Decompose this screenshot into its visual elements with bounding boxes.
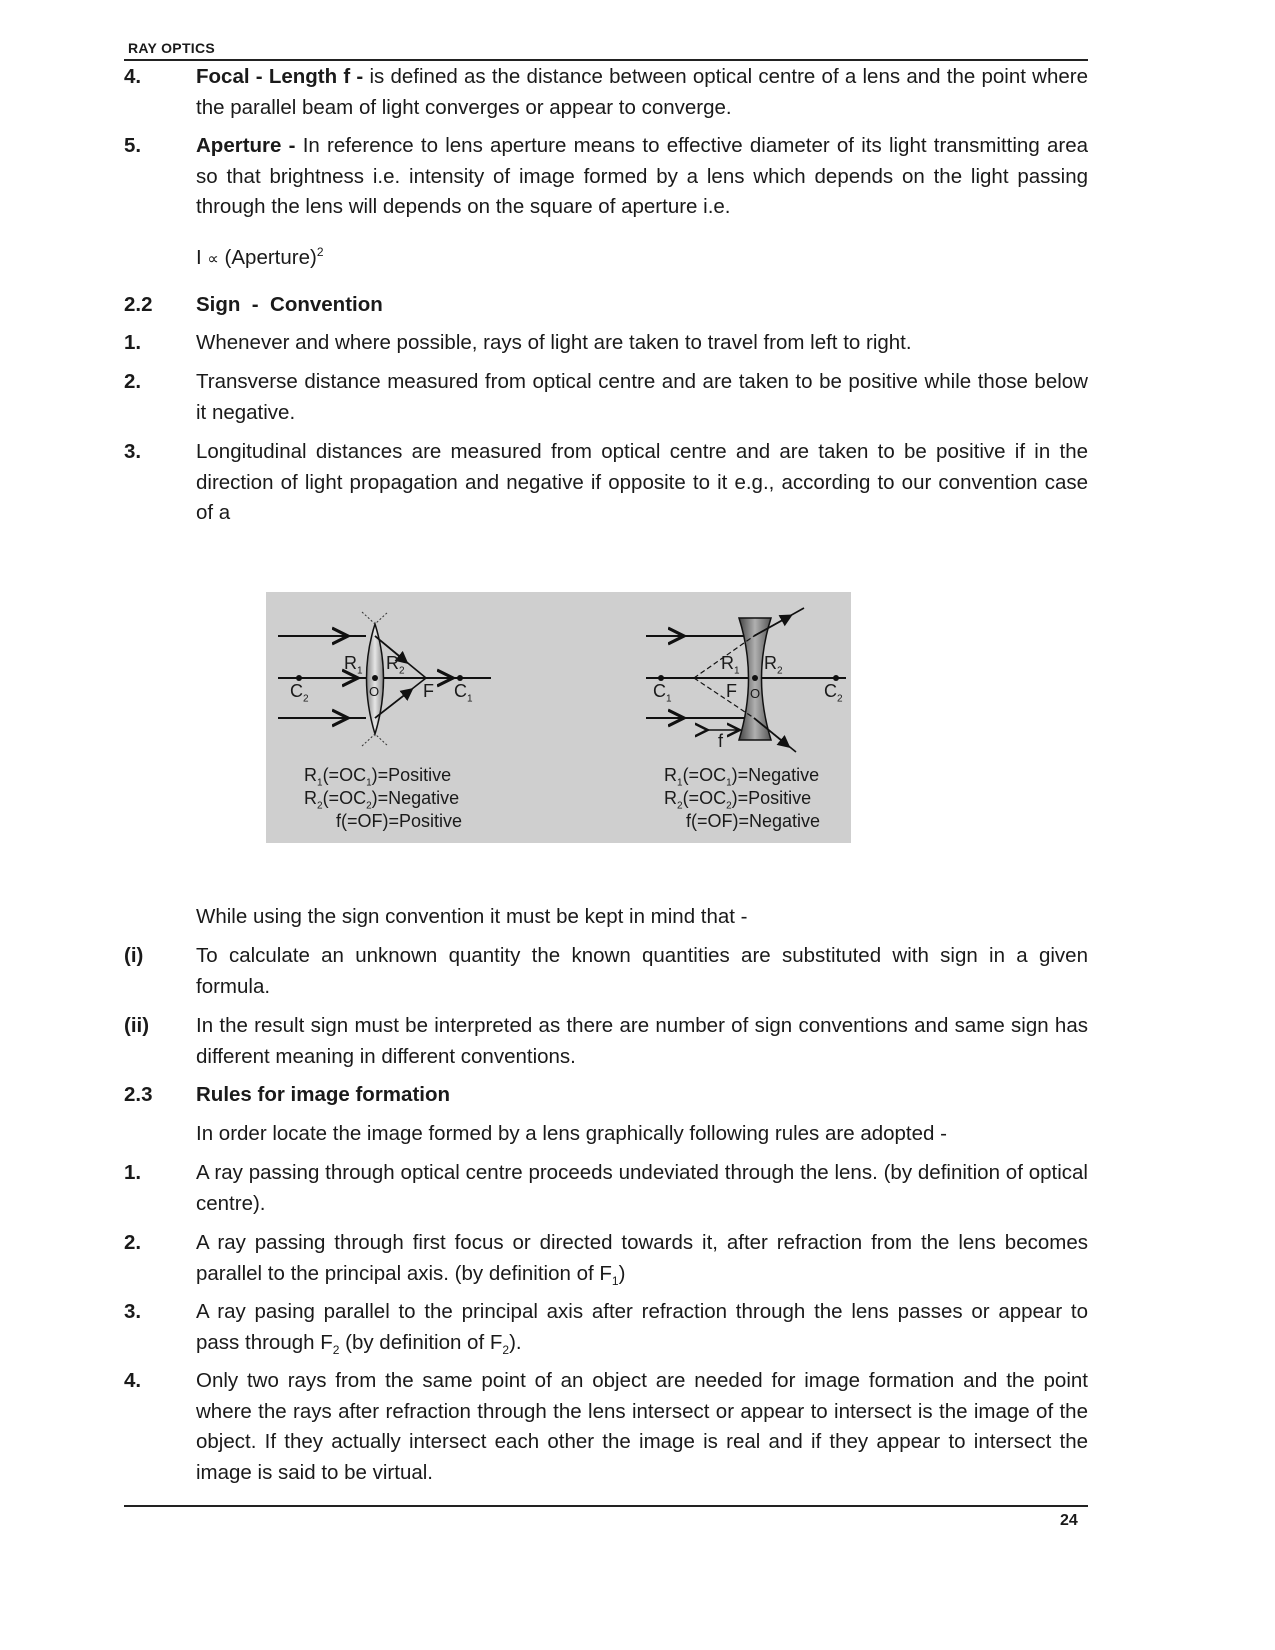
item-text: Transverse distance measured from optical centre and are taken to be positive while those below it negative. — [196, 370, 1088, 424]
section-intro — [124, 1119, 1088, 1150]
section-title: Rules for image formation — [196, 1083, 451, 1106]
caption-r1-concave: $R_1(=OC_1)=Negative$ — [664, 765, 820, 789]
definition-focal-length — [124, 62, 1088, 123]
point-o — [752, 675, 758, 681]
item-text: Longitudinal distances are measured from optical centre and are taken to be positive if in the direction of light propagation and negative if opposite to it e.g., according to our convention case of a — [196, 440, 1088, 524]
item-text: In the result sign must be interpreted as there are number of sign conventions and same sign has different meaning in different conventions. — [196, 1014, 1088, 1068]
item-number: 1. — [124, 331, 142, 354]
term: Focal - Length f - — [196, 65, 364, 88]
header-rule — [124, 59, 1088, 61]
lens-sign-convention-figure — [266, 592, 851, 843]
label-r2: $R_2$ — [764, 653, 783, 677]
intro-text: In order locate the image formed by a lens graphically following rules are adopted - — [196, 1122, 947, 1145]
list-item — [124, 328, 1088, 359]
formula-exponent: 2 — [316, 245, 324, 260]
definition-text: is defined as the distance between optical centre of a lens and the point where the parallel beam of light converges or appear to converge. — [196, 65, 1088, 119]
caption-r2-concave: $R_2(=OC_2)=Positive$ — [664, 788, 812, 812]
item-number: 1. — [124, 1161, 142, 1184]
list-item — [124, 437, 1088, 529]
caption-r1-convex: $R_1(=OC_1)=Positive$ — [304, 765, 452, 789]
label-f: F — [423, 681, 434, 701]
intro-text: While using the sign convention it must be kept in mind that - — [196, 905, 748, 928]
item-number: 4. — [124, 65, 142, 88]
label-c2: $C_2$ — [290, 681, 309, 705]
item-number: 5. — [124, 134, 142, 157]
definition-text: In reference to lens aperture means to effective diameter of its light transmitting area so that brightness i.e. intensity of image formed by a lens which depends on the light passing through the lens will depends on the square of aperture i.e. — [196, 134, 1088, 218]
section-title: Sign - Convention — [196, 293, 383, 316]
list-item — [124, 1158, 1088, 1219]
running-header: RAY OPTICS — [128, 40, 216, 56]
label-focal-length: f — [718, 731, 724, 751]
list-item — [124, 1228, 1088, 1289]
list-item — [124, 941, 1088, 1002]
label-r1: $R_1$ — [721, 653, 740, 677]
page-number: 24 — [1060, 1512, 1078, 1529]
label-o: O — [369, 684, 380, 699]
list-item — [124, 1297, 1088, 1358]
list-item — [124, 367, 1088, 428]
formula-intensity — [124, 243, 1088, 276]
item-number: (i) — [124, 944, 144, 967]
label-r2: $R_2$ — [386, 653, 405, 677]
definition-aperture — [124, 131, 1088, 223]
label-c1: $C_1$ — [653, 681, 672, 705]
label-o: O — [750, 686, 761, 701]
list-item — [124, 1366, 1088, 1488]
list-item — [124, 1011, 1088, 1072]
item-number: 2. — [124, 370, 142, 393]
item-text: To calculate an unknown quantity the known quantities are substituted with sign in a given formula. — [196, 944, 1088, 998]
section-number: 2.3 — [124, 1083, 153, 1106]
item-text: Only two rays from the same point of an object are needed for image formation and the point where the rays after refraction through the lens intersect or appear to intersect is the image of the object. If they actually intersect each other the image is real and if they appear to intersect the image is said to be virtual. — [196, 1369, 1088, 1484]
term: Aperture - — [196, 134, 296, 157]
section-number: 2.2 — [124, 293, 153, 316]
item-number: (ii) — [124, 1014, 150, 1037]
label-f: F — [726, 681, 737, 701]
item-number: 3. — [124, 440, 142, 463]
item-number: 2. — [124, 1231, 142, 1254]
footer-rule — [124, 1505, 1088, 1507]
item-text: A ray pasing parallel to the principal axis after refraction through the lens passes or appear to pass through $F_2$ (by definition of $F_2$). — [196, 1300, 1088, 1357]
section-heading-2-2 — [124, 290, 1088, 321]
section-heading-2-3 — [124, 1080, 1088, 1111]
formula-lhs: I — [196, 246, 202, 269]
formula-rhs: (Aperture) — [224, 246, 317, 269]
caption-f-convex: f(=OF)=Positive — [336, 811, 463, 831]
item-text: A ray passing through optical centre proceeds undeviated through the lens. (by definition of optical centre). — [196, 1161, 1088, 1215]
label-c1: $C_1$ — [454, 681, 473, 705]
item-number: 4. — [124, 1369, 142, 1392]
sign-convention-note-intro — [124, 902, 1088, 933]
proportional-symbol: ∝ — [207, 251, 219, 268]
caption-f-concave: f(=OF)=Negative — [686, 811, 821, 831]
concave-lens-diagram — [646, 608, 846, 752]
item-text: Whenever and where possible, rays of light are taken to travel from left to right. — [196, 331, 912, 354]
label-c2: $C_2$ — [824, 681, 843, 705]
item-number: 3. — [124, 1300, 142, 1323]
label-r1: $R_1$ — [344, 653, 363, 677]
item-text: A ray passing through first focus or directed towards it, after refraction from the lens becomes parallel to the principal axis. (by definition of $F_1$) — [196, 1231, 1088, 1288]
convex-lens-diagram — [278, 612, 491, 746]
caption-r2-convex: $R_2(=OC_2)=Negative$ — [304, 788, 460, 812]
